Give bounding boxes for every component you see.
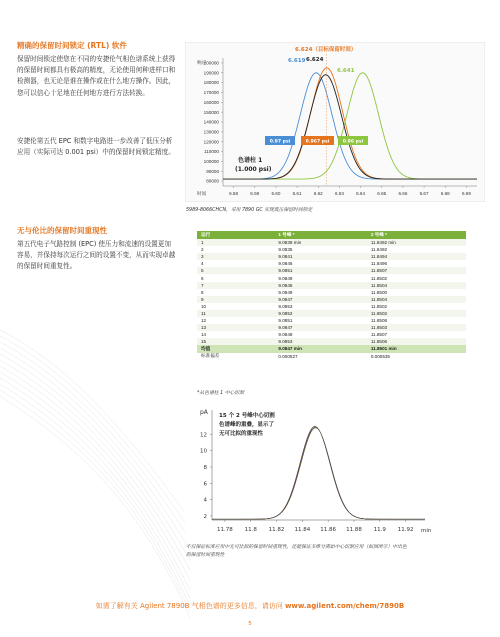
- y-tick-label: 100000: [203, 158, 219, 164]
- cell-run: 4: [201, 261, 204, 267]
- y-tick-label: 90000: [206, 168, 219, 174]
- peak-label-6624: 6.624: [306, 57, 324, 63]
- cell-peak1: 9.0847: [274, 324, 366, 331]
- x-tick-label: 6.68: [440, 191, 450, 196]
- page-number: 5: [248, 621, 252, 627]
- table-row: [197, 274, 466, 281]
- y-tick-label: 200000: [203, 60, 219, 66]
- x-tick-label: 6.60: [271, 191, 281, 196]
- cell-peak2: 11.8502: [370, 303, 388, 309]
- cell-peak1: 9.0853: [278, 303, 293, 309]
- badge-097-psi-text: 0.97 psi: [269, 139, 291, 145]
- rtl-chart-caption: 5989-8066CHCN，采用 7890 GC 实现低压保留时间锁定: [186, 208, 313, 213]
- sd-peak2: 0.000535: [367, 353, 466, 360]
- heartcut-peak-overlay: [212, 426, 425, 519]
- y-tick-label: 110000: [204, 149, 219, 155]
- x-tick-label: 6.65: [377, 191, 387, 196]
- cell-run: 3: [197, 253, 274, 260]
- table-row: [197, 260, 466, 267]
- x-tick-label: 6.63: [334, 191, 344, 196]
- y-tick-label: 190000: [203, 70, 219, 76]
- heartcut-peak-overlay: [212, 427, 425, 519]
- x-tick-label: 6.62: [313, 191, 323, 196]
- heartcut-chart: [185, 400, 485, 540]
- rtl-chart-ylabel: 响应: [197, 60, 207, 65]
- cell-run: 7: [197, 282, 274, 289]
- x-tick-label: 6.69: [461, 191, 471, 196]
- x-tick-label: 11.78: [217, 527, 233, 533]
- cell-run: 8: [201, 289, 204, 295]
- table-row: [197, 310, 466, 317]
- heartcut-peak-overlay: [212, 428, 425, 519]
- section-title-repeatability: 无与伦比的保留时间重现性: [17, 226, 107, 235]
- y-tick-label: 140000: [203, 119, 219, 125]
- repeatability-paragraph: 第五代电子气路控制 (EPC) 使压力和流速的设置更加容易，并保持每次运行之间的设置不变，从而实现卓越的保留时间重复性。: [17, 240, 176, 271]
- column-label-1: 色谱柱 1: [238, 157, 263, 164]
- table-row: [197, 296, 466, 303]
- table-row: [197, 267, 466, 274]
- cell-run: 9: [197, 296, 274, 303]
- x-tick-label: 11.86: [320, 527, 337, 533]
- x-tick-label: 11.9: [373, 527, 386, 533]
- cell-peak2: 11.8502: [367, 310, 466, 317]
- retention-time-table: [197, 231, 466, 360]
- cell-peak1: 9.0853: [274, 338, 366, 345]
- x-tick-label: 11.82: [268, 527, 285, 533]
- rtl-chart-xlabel: 时间: [197, 191, 207, 196]
- cell-peak2: 11.8504: [367, 296, 466, 303]
- cell-peak1: 9.0849: [278, 289, 293, 295]
- cell-peak2: 11.8502: [370, 275, 388, 281]
- cell-run: 12: [201, 318, 207, 324]
- rtl-chart-frame: [185, 42, 485, 202]
- badge-096-psi-text: 0.96 psi: [342, 139, 364, 145]
- cell-peak1: 9.0839 min: [274, 239, 366, 246]
- footer-text: 如需了解有关 Agilent 7890B 气相色谱的更多信息，请访问: [95, 602, 285, 610]
- header-run: 运行: [197, 231, 274, 239]
- table-footnote: *从色谱柱 1 中心切割: [197, 391, 244, 396]
- heartcut-caption-line2: 的保留时间重现性: [186, 553, 225, 558]
- cell-peak2: 11.8504: [367, 282, 466, 289]
- y-tick-label: 130000: [203, 129, 219, 135]
- table-row: [197, 239, 466, 246]
- table-row-mean: [197, 345, 466, 352]
- heartcut-annotation-2: 色谱峰的重叠，显示了: [219, 422, 275, 428]
- cell-peak1: 9.0848: [278, 332, 293, 338]
- section-title-rtl: 精确的保留时间锁定 (RTL) 软件: [17, 41, 127, 50]
- table-row-sd: [197, 353, 466, 360]
- cell-run: 13: [197, 324, 274, 331]
- cell-peak1: 9.0845: [274, 282, 366, 289]
- cell-run: 15: [197, 338, 274, 345]
- cell-peak2: 11.8492 min: [367, 239, 466, 246]
- x-tick-label: 11.84: [294, 527, 311, 533]
- table-row: [197, 303, 466, 310]
- cell-peak2: 11.8507: [367, 267, 466, 274]
- table-row: [197, 338, 466, 345]
- cell-peak1: 9.0851: [274, 267, 366, 274]
- cell-run: 10: [201, 303, 207, 309]
- table-row: [197, 246, 466, 253]
- cell-peak1: 9.0851: [278, 318, 293, 324]
- heartcut-ylabel: pA: [200, 409, 208, 416]
- table-row: [197, 331, 466, 338]
- x-tick-label: 11.88: [346, 527, 362, 533]
- y-tick-label: 160000: [203, 99, 219, 105]
- y-tick-label: 170000: [203, 90, 219, 96]
- y-tick-label: 120000: [203, 139, 219, 145]
- cell-peak1: 9.0847: [274, 296, 366, 303]
- footer-url-link[interactable]: www.agilent.com/chem/7890B: [284, 602, 405, 610]
- cell-peak1: 9.0852: [274, 310, 366, 317]
- y-tick-label: 150000: [203, 109, 219, 115]
- mean-peak2: 11.8501 min: [367, 345, 466, 352]
- y-tick-label: 10: [200, 448, 207, 455]
- target-rt-label: 6.624（目标保留时间）: [295, 47, 357, 53]
- heartcut-caption: [186, 544, 486, 560]
- x-tick-label: 6.64: [356, 191, 366, 196]
- table-row: [197, 253, 466, 260]
- y-tick-label: 80000: [206, 178, 219, 184]
- heartcut-peak-overlay: [212, 427, 425, 519]
- cell-peak2: 11.8492: [370, 247, 388, 253]
- cell-peak2: 11.8506: [367, 338, 466, 345]
- peak-label-6641: 6.641: [337, 68, 355, 74]
- cell-peak2: 11.8508: [370, 318, 388, 324]
- table-row: [197, 317, 466, 324]
- peak-label-6619: 6.619: [288, 58, 306, 64]
- y-tick-label: 2: [203, 513, 207, 520]
- sd-label: 标准偏差: [197, 353, 274, 360]
- y-tick-label: 4: [203, 497, 207, 504]
- footer-link-line: [0, 601, 500, 611]
- x-tick-label: 11.92: [397, 527, 414, 533]
- cell-peak2: 11.8494: [367, 253, 466, 260]
- y-tick-label: 8: [203, 465, 207, 472]
- heartcut-chart-panel: [185, 400, 485, 540]
- rtl-paragraph-2: 安捷伦第五代 EPC 和数字电路进一步改善了低压分析应用（实际可达 0.001 psi）中的保留时间锁定精度。: [17, 137, 175, 157]
- cell-run: 11: [197, 310, 274, 317]
- cell-run: 5: [197, 267, 274, 274]
- cell-peak1: 9.0849: [278, 275, 293, 281]
- heartcut-annotation-1: 15 个 2 号峰中心切割: [219, 413, 275, 419]
- table-header-row: [197, 231, 466, 239]
- y-tick-label: 180000: [203, 80, 219, 86]
- cell-peak1: 9.0835: [278, 247, 293, 253]
- cell-peak2: 11.8496: [370, 261, 388, 267]
- rtl-paragraph-1: 保留时间锁定使您在不同的安捷伦气相色谱系统上获得的保留时间都具有极高的精度，无论使用何种进样口和检测器，也无论是谁在操作或在什么地方操作。因此，您可以信心十足地在任何地方进行方法转换。: [17, 55, 176, 97]
- cell-peak2: 11.8500: [370, 289, 388, 295]
- header-peak2: 2 号峰 *: [367, 231, 466, 239]
- cell-peak1: 9.0846: [278, 261, 293, 267]
- heartcut-annotation-3: 无可比拟的重现性: [219, 431, 264, 437]
- column-label-2: (1.000 psi): [235, 166, 272, 173]
- x-tick-label: 6.66: [398, 191, 408, 196]
- cell-run: 2: [201, 247, 204, 253]
- x-tick-label: 6.61: [292, 191, 302, 196]
- x-tick-label: 6.59: [250, 191, 260, 196]
- sd-peak1: 0.000527: [274, 353, 366, 360]
- cell-run: 1: [197, 239, 274, 246]
- rtl-chart-panel: [185, 42, 485, 202]
- cell-peak1: 9.0841: [274, 253, 366, 260]
- table-row: [197, 289, 466, 296]
- heartcut-xlabel: min: [421, 528, 432, 534]
- cell-peak2: 11.8503: [367, 324, 466, 331]
- mean-label: 均值: [197, 345, 274, 352]
- x-tick-label: 11.8: [244, 527, 257, 533]
- x-tick-label: 6.58: [229, 191, 239, 196]
- x-tick-label: 6.67: [419, 191, 429, 196]
- table-row: [197, 282, 466, 289]
- rtl-chart: [185, 42, 485, 202]
- table-row: [197, 324, 466, 331]
- y-tick-label: 6: [203, 481, 207, 488]
- badge-0967-psi-text: 0.967 psi: [305, 139, 330, 145]
- heartcut-caption-line1: 不仅保证标准应用中无可比拟的保留时间重现性，还能保证多维分离如中心切割应用（如图所示）中出色: [186, 545, 407, 550]
- cell-run: 6: [201, 275, 204, 281]
- heartcut-peak-overlay: [212, 428, 425, 520]
- header-peak1: 1 号峰 *: [274, 231, 366, 239]
- mean-peak1: 9.0847 min: [274, 345, 366, 352]
- y-tick-label: 12: [200, 432, 207, 439]
- cell-peak2: 11.8507: [370, 332, 388, 338]
- cell-run: 14: [201, 332, 207, 338]
